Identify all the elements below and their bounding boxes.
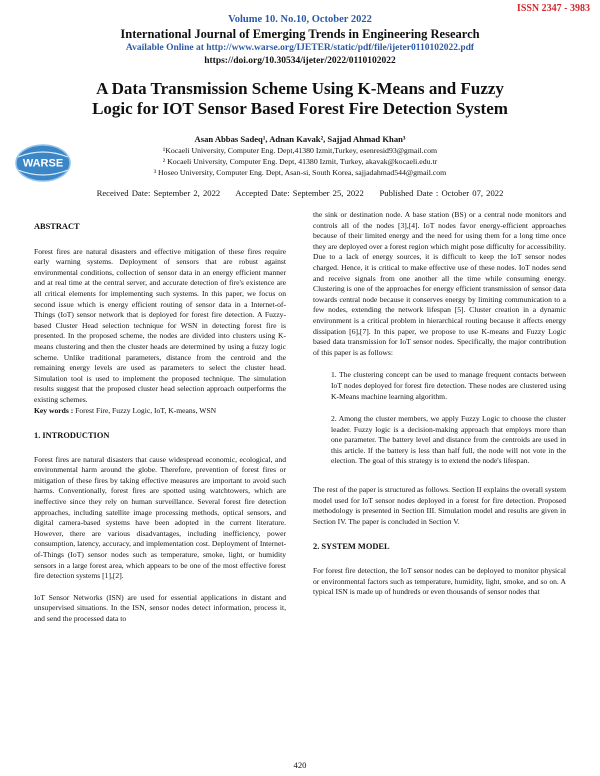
abstract-heading: ABSTRACT: [34, 222, 80, 231]
right-paragraph-2: The rest of the paper is structured as follows. Section II explains the overall system model used for IoT sensor nodes deployed in a forest for fire detection. Proposed methodology is presented in Section III. Simulation model and results are given in Section IV. The paper is concluded in Section V.: [313, 485, 566, 526]
introduction-heading: 1. INTRODUCTION: [34, 431, 110, 441]
right-paragraph-1: the sink or destination node. A base station (BS) or a central node monitors and controls all of the nodes [3],[4]. IoT nodes favor energy-efficient approaches because of their limited energy and the need for using them for a long time once they are deployed over a forest region which might pose difficulty for accessibility. Due to a lack of energy sources, it is difficult to keep the IoT sensor nodes charged. Hence, it is critical to make effective use of these nodes. IoT nodes send and receive signals from one another all the time while consuming energy. Clustering is one of the approaches for energy efficient transmission of sensor data towards central node because it conserves energy by limiting communication to a few nodes, extending the network lifespan [5]. Cluster creation in a dynamic environment is a critical problem in hierarchical routing because it affects energy dissipation [6],[7]. In this paper, we propose to use K-means and Fuzzy Logic based data transmission for IoT sensor nodes. Specifically, the major contribution of this paper is as follows:: [313, 210, 566, 357]
warse-logo: [14, 143, 72, 183]
affiliation-1: ¹Kocaeli University, Computer Eng. Dept,41380 Izmit,Turkey, esenresid93@gmail.com: [162, 146, 438, 155]
left-column: [34, 222, 286, 625]
online-link[interactable]: Available Online at http://www.warse.org/IJETER/static/pdf/file/ijeter0110102022.pdf: [125, 43, 475, 53]
right-column: [313, 210, 566, 598]
contribution-item-2: 2. Among the cluster members, we apply Fuzzy Logic to choose the cluster leader. Fuzzy logic is a decision-making approach that employs more than one parameter. The battery level and distance from the centroids are used in this article. If the battery is less than half full, the node will not vote in the election. The goal of this strategy is to extend the node's lifespan.: [331, 414, 566, 466]
volume-line: Volume 10. No.10, October 2022: [228, 14, 372, 25]
system-model-paragraph: For forest fire detection, the IoT sensor nodes can be deployed to monitor physical or environmental factors such as temperature, humidity, light, smoke, and so on. A typical ISN is made up of hundreds or even thousands of sensor nodes that: [313, 566, 566, 597]
journal-name: International Journal of Emerging Trends in Engineering Research: [120, 27, 480, 41]
system-model-heading: 2. SYSTEM MODEL: [313, 542, 390, 552]
affiliation-2: ² Kocaeli University, Computer Eng. Dept, 41380 Izmit, Turkey, akavak@kocaeli.edu.tr: [162, 157, 438, 166]
issn-label: ISSN 2347 - 3983: [516, 3, 590, 14]
contribution-item-1: 1. The clustering concept can be used to manage frequent contacts between IoT nodes deployed for forest fire detection. These nodes are clustered using K-Means machine learning algorithm.: [331, 370, 566, 401]
affiliation-3: ³ Hoseo University, Computer Eng. Dept, Asan-si, South Korea, sajjadahmad544@gmail.com: [153, 168, 447, 177]
paper-title: [0, 79, 600, 119]
title-line-1: A Data Transmission Scheme Using K-Means and Fuzzy: [96, 79, 504, 98]
doi-link[interactable]: https://doi.org/10.30534/ijeter/2022/0110102022: [204, 56, 396, 66]
keywords-text: Forest Fire, Fuzzy Logic, IoT, K-means, WSN: [73, 405, 217, 415]
page-number: 420: [293, 760, 307, 770]
keywords-label: Key words :: [34, 405, 74, 415]
keywords-line: [34, 406, 286, 417]
publication-dates: Received Date: September 2, 2022 Accepted Date: September 25, 2022 Published Date : October 07, 2022: [96, 188, 504, 198]
logo-text: WARSE: [22, 157, 64, 170]
title-line-2: Logic for IOT Sensor Based Forest Fire Detection System: [92, 99, 508, 118]
intro-paragraph-1: Forest fires are natural disasters that cause widespread economic, ecological, and environmental harm around the globe. Therefore, prevention of forest fires or mitigation of these fires by taking effective measures are important to avoid such harms. Conventionally, forest fires are spotted using watchtowers, which are ineffective since they rely on human surveillance. Several forest fire detection approaches, including satellite image processing methods, optical sensors, and digital camera-based systems have been adopted in the current literature. However, there are various disadvantages, including inefficiency, power consumption, latency, accuracy, and implementation cost. Deployment of Internet-of-Things (IoT) sensor nodes such as temperature, smoke, light, or humidity sensors in a large forest area, which appears to be one of the most effective forest fire detection systems [1],[2].: [34, 454, 286, 581]
intro-paragraph-2: IoT Sensor Networks (ISN) are used for essential applications in distant and unsupervised situations. In the ISN, sensor nodes detect information, process it, and send the processed data to: [34, 592, 286, 623]
author-list: Asan Abbas Sadeq¹, Adnan Kavak², Sajjad Ahmad Khan³: [194, 134, 406, 144]
abstract-text: Forest fires are natural disasters and effective mitigation of these fires require early warning systems. Deployment of sensors that are robust against environmental conditions, collection of sensor data in an energy efficient manner and at real time at the central server, and accurate detection of fire's existence are all critical elements for implementing such systems. In this paper, we focus on second issue which is energy efficient routing of sensor data in a Internet-of-Things (IoT) sensor network that is deployed for forest fire detection. A Fuzzy-based Cluster Head selection technique for WSN in detecting forest fire is presented. In the proposed scheme, the nodes are divided into clusters using K-means clustering and then the cluster heads are determined by using a fuzzy logic scheme. Unlike traditional parameters, distance from the centroid and the remaining energy levels are used as parameters to select the cluster head. Simulation tool is used to implement the proposed technique. The simulation results suggest that the proposed cluster head selection approach outperforms the existing schemes.: [34, 246, 286, 404]
